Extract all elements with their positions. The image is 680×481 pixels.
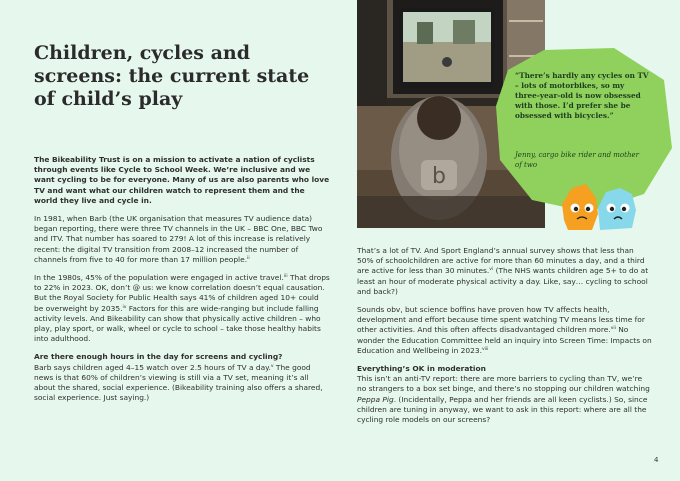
- left-column: [34, 155, 330, 411]
- footnote-ref: viii: [481, 346, 489, 352]
- footnote-ref: ii: [247, 255, 250, 261]
- paragraph: That’s a lot of TV. And Sport England’s annual survey shows that less than 50% of schoolchildren are active for more than 60 minutes a day, and a third are active for less than 30 minutes.$^{vi}$ (The NHS wants children age 5+ to do at least an hour of moderate physical activity a day. Like, say… cycling to school and back?): [357, 246, 649, 296]
- paragraph: Barb says children aged 4–15 watch over 2.5 hours of TV a day.$^v$ The good news is that 60% of children’s viewing is still via a TV set, meaning it’s all about the shared, social experience. (Bikeability training also offers a shared, social experience. Just saying.): [34, 362, 323, 403]
- mascot-characters: [558, 180, 638, 232]
- quote-attribution: Jenny, cargo bike rider and mother of two: [515, 151, 639, 169]
- subheading: Everything’s OK in moderation: [357, 364, 486, 374]
- svg-text:b: b: [432, 164, 446, 189]
- paragraph: In the 1980s, 45% of the population were engaged in active travel.$^{iii}$ That drops to 22% in 2023. OK, don’t @ us: we know correlation doesn’t equal causation. But the Royal Society for Public Health says 41% of children aged 10+ could be overweight by 2035.$^{iv}$ Factors for this are wide-ranging but include falling activity levels. And Bikeability can show that physically active children – who play, play sport, or walk, wheel or cycle to school – take those healthy habits into adulthood.: [34, 273, 330, 344]
- pull-quote: “There’s hardly any cycles on TV – lots of motorbikes, so my three-year-old is now obsessed with those. I’d prefer she be obsessed with bicycles.”: [515, 71, 649, 121]
- orange-mascot-icon: [562, 184, 598, 230]
- footnote-ref: vii: [610, 326, 616, 332]
- show-title: Peppa Pig: [357, 394, 394, 404]
- paragraph: In 1981, when Barb (the UK organisation that measures TV audience data) began reporting, there were three TV channels in the UK – BBC One, BBC Two and ITV. That number has soared to 279! A lot of this increase is relatively recent: the digital TV transition from 2008–12 increased the number of channels from five to 40 for more than 17 million people.$^{ii}$: [34, 214, 323, 264]
- footnote-ref: v: [270, 363, 274, 369]
- blue-mascot-icon: [598, 188, 636, 230]
- right-column: [357, 246, 652, 433]
- page-number: 4: [654, 456, 659, 464]
- footnote-ref: iv: [122, 304, 127, 310]
- subheading: Are there enough hours in the day for screens and cycling?: [34, 352, 283, 362]
- footnote-ref: vi: [489, 267, 494, 273]
- paragraph: Sounds obv, but science boffins have proven how TV affects health, development and effort because time spent watching TV means less time for other activities. And this often affects disadvantaged children more.$^{vii}$ No wonder the Education Committee held an inquiry into Screen Time: Impacts on Education and Wellbeing in 2023.$^{viii}$: [357, 305, 652, 355]
- paragraph: This isn’t an anti-TV report: there are more barriers to cycling than TV, we’re no strangers to a box set binge, and there’s no stopping our children watching Peppa Pig. (Incidentally, Peppa and her friends are all keen cyclists.) So, since children are tuning in anyway, we want to ask in this report: where are all the cycling role models on our screens?: [357, 374, 650, 425]
- footnote-ref: iii: [283, 274, 288, 280]
- page-title: Children, cycles and screens: the current state of child’s play: [34, 42, 310, 110]
- intro-paragraph: The Bikeability Trust is on a mission to activate a nation of cyclists through events like Cycle to School Week. We’re inclusive and we want cycling to be for everyone. Many of us are also parents who love TV and want what our children watch to represent them and the world they live and cycle in.: [34, 155, 330, 205]
